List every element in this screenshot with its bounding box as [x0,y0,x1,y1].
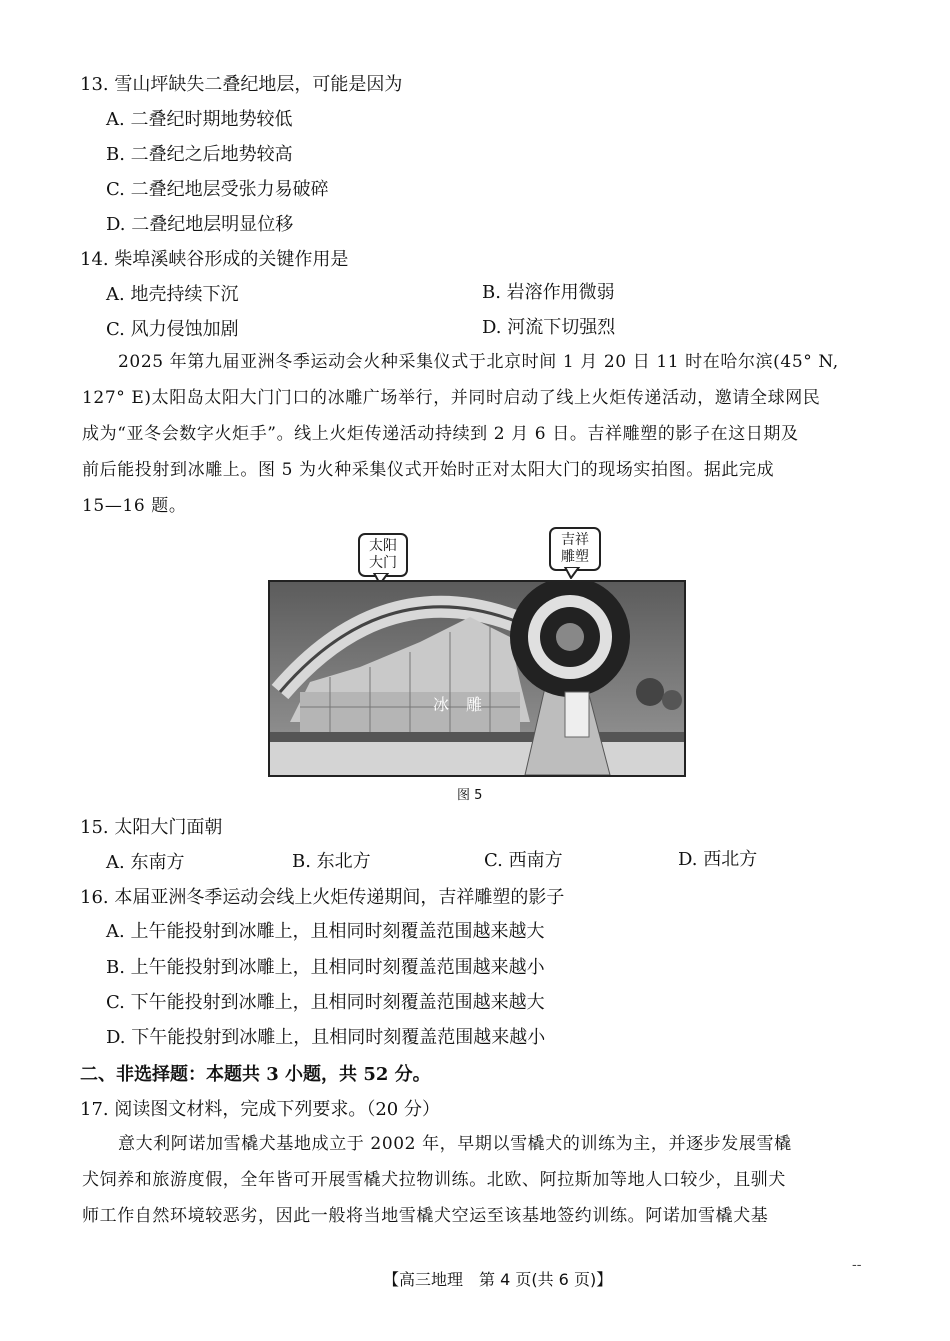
q14-option-c: C. 风力侵蚀加剧 [106,319,239,340]
q16-option-c: C. 下午能投射到冰雕上，且相同时刻覆盖范围越来越大 [106,992,545,1013]
q15-option-a: A. 东南方 [106,852,185,873]
q15-option-b: B. 东北方 [292,851,371,872]
q13-option-a: A. 二叠纪时期地势较低 [106,109,293,130]
q15-option-c: C. 西南方 [484,850,563,871]
ice-label-2: 雕 [466,695,483,714]
q14-option-a: A. 地壳持续下沉 [106,284,239,305]
section-2-heading: 二、非选择题：本题共 3 小题，共 52 分。 [80,1064,431,1085]
q14-option-b: B. 岩溶作用微弱 [482,282,615,303]
passage-line: 成为“亚冬会数字火炬手”。线上火炬传递活动持续到 2 月 6 日。吉祥雕塑的影子在这日期及 [82,424,799,444]
passage-line: 127° E)太阳岛太阳大门门口的冰雕广场举行，并同时启动了线上火炬传递活动，邀请全球网民 [82,388,821,408]
q13-stem: 13. 雪山坪缺失二叠纪地层，可能是因为 [80,74,403,95]
q16-stem: 16. 本届亚洲冬季运动会线上火炬传递期间，吉祥雕塑的影子 [80,887,565,908]
passage-line: 2025 年第九届亚洲冬季运动会火种采集仪式于北京时间 1 月 20 日 11 时在哈尔滨(45° N, [118,352,839,372]
q14-stem: 14. 柴埠溪峡谷形成的关键作用是 [80,249,349,270]
q17-passage-line: 犬饲养和旅游度假，全年皆可开展雪橇犬拉物训练。北欧、阿拉斯加等地人口较少，且驯犬 [82,1170,786,1190]
q17-passage-line: 师工作自然环境较恶劣，因此一般将当地雪橇犬空运至该基地签约训练。阿诺加雪橇犬基 [82,1206,769,1226]
callout-mascot [549,527,601,571]
callout-mascot-line: 吉祥 [561,532,589,548]
q16-option-d: D. 下午能投射到冰雕上，且相同时刻覆盖范围越来越小 [106,1027,546,1048]
q15-stem: 15. 太阳大门面朝 [80,817,223,838]
passage-line: 15—16 题。 [82,496,187,516]
figure-caption: 图 5 [457,788,483,803]
margin-mark: -- [852,1257,862,1273]
q15-option-d: D. 西北方 [678,849,758,870]
q13-option-c: C. 二叠纪地层受张力易破碎 [106,179,329,200]
ice-sculpture-scene [270,582,684,775]
callout-sun-gate-line: 大门 [369,555,397,571]
q14-option-d: D. 河流下切强烈 [482,317,616,338]
callout-mascot-line: 雕塑 [561,549,589,565]
q17-passage-line: 意大利阿诺加雪橇犬基地成立于 2002 年，早期以雪橇犬的训练为主，并逐步发展雪橇 [118,1134,792,1154]
q13-option-d: D. 二叠纪地层明显位移 [106,214,294,235]
callout-sun-gate-line: 太阳 [369,538,397,554]
ice-label-1: 冰 [433,695,450,714]
page-footer: 【高三地理 第 4 页(共 6 页)】 [383,1270,613,1289]
figure-5-photo [268,580,686,777]
q13-option-b: B. 二叠纪之后地势较高 [106,144,293,165]
q16-option-b: B. 上午能投射到冰雕上，且相同时刻覆盖范围越来越小 [106,957,545,978]
q17-stem: 17. 阅读图文材料，完成下列要求。（20 分） [80,1099,440,1120]
callout-mascot-pointer [563,567,583,579]
passage-line: 前后能投射到冰雕上。图 5 为火种采集仪式开始时正对太阳大门的现场实拍图。据此完成 [82,460,775,480]
callout-sun-gate [358,533,408,577]
q16-option-a: A. 上午能投射到冰雕上，且相同时刻覆盖范围越来越大 [106,921,545,942]
